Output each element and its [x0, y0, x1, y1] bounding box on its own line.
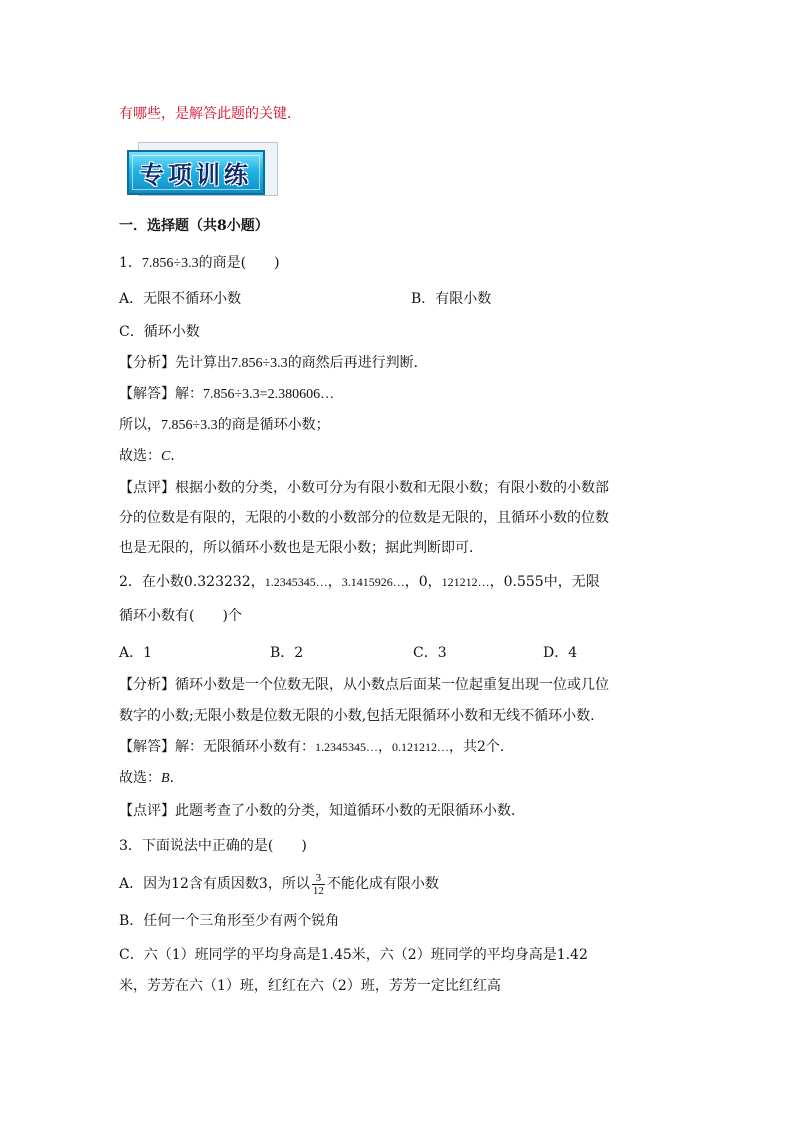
q2-stem-mid: ，0， [404, 574, 442, 590]
q1-option-c: C．循环小数 [119, 324, 200, 340]
q1-comment-line-3: 也是无限的，所以循环小数也是无限小数；据此判断即可． [119, 540, 483, 556]
section-badge [127, 150, 265, 195]
q1-analysis [119, 353, 428, 374]
q2-stem-sep: ， [327, 574, 342, 590]
q3-fraction-denominator: 12 [312, 884, 324, 897]
q2-answer-sep: ， [378, 739, 392, 755]
q2-answer-math-2: 0.121212… [392, 740, 449, 754]
q3-fraction-numerator: 3 [312, 872, 325, 885]
q1-answer-math: 7.856÷3.3=2.380606… [203, 387, 335, 402]
q2-answer-math-1: 1.2345345… [315, 740, 378, 754]
q2-analysis-text-1: 循环小数是一个位数无限，从小数点后面某一位起重复出现一位或几位 [175, 677, 609, 693]
q1-option-a: A．无限不循环小数 [119, 291, 242, 307]
intro-text: 有哪些，是解答此题的关键． [119, 106, 301, 122]
q1-choice [119, 446, 184, 467]
q3-option-b: B．任何一个三角形至少有两个锐角 [119, 913, 340, 929]
q1-analysis-label: 【分析】 [119, 355, 175, 371]
q2-choice-letter: B [161, 771, 170, 786]
q3-option-c-line-1: C．六（1）班同学的平均身高是1.45米，六（2）班同学的平均身高是1.42 [119, 947, 588, 963]
q2-answer [119, 737, 514, 757]
q1-options-row1 [119, 289, 241, 309]
q2-option-d: D．4 [543, 645, 578, 661]
q3-option-a-pre: A．因为12含有质因数3，所以 [119, 876, 310, 892]
q2-analysis-line-2: 数字的小数;无限小数是位数无限的小数,包括无限循环小数和无线不循环小数. [119, 708, 595, 724]
q3-option-a-fraction [312, 872, 325, 897]
q2-stem-pre: 2．在小数0.323232， [119, 574, 265, 590]
q1-comment-line-2: 分的位数是有限的，无限的小数的小数部分的位数是无限的，且循环小数的位数 [119, 510, 609, 526]
q1-so [119, 415, 330, 436]
q3-stem: 3．下面说法中正确的是( ) [119, 838, 307, 854]
q1-answer [119, 384, 334, 405]
q2-stem-math-1: 1.2345345… [264, 575, 328, 589]
q1-stem [119, 253, 280, 274]
q2-comment [119, 801, 525, 821]
q1-stem-text: 的商是( ) [198, 255, 280, 271]
q2-analysis-label: 【分析】 [119, 677, 175, 693]
q1-option-b: B．有限小数 [411, 291, 492, 307]
q2-comment-label: 【点评】 [119, 803, 175, 819]
q2-stem-post: ，0.555中，无限 [489, 574, 600, 590]
q3-option-c-line-2: 米，芳芳在六（1）班，红红在六（2）班，芳芳一定比红红高 [119, 978, 501, 994]
q1-so-math: 7.856÷3.3 [161, 418, 218, 433]
q2-choice-post: ． [169, 770, 184, 786]
q2-stem-math-2: 3.1415926… [341, 575, 405, 589]
q1-answer-label: 【解答】 [119, 386, 175, 402]
q1-analysis-pre: 先计算出 [175, 355, 231, 371]
q2-answer-label: 【解答】 [119, 739, 175, 755]
q2-choice-pre: 故选： [119, 770, 161, 786]
q2-option-c: C．3 [413, 645, 447, 661]
q2-option-b: B．2 [270, 645, 304, 661]
q2-stem-line-2: 循环小数有( )个 [119, 608, 242, 624]
q1-answer-pre: 解： [175, 386, 203, 402]
q2-answer-post: ，共2个． [449, 739, 514, 755]
q3-option-a [119, 870, 439, 898]
q2-choice [119, 768, 184, 789]
section-badge-label: 专项训练 [140, 161, 252, 189]
q1-number: 1． [119, 255, 142, 271]
q2-comment-text: 此题考查了小数的分类，知道循环小数的无限循环小数． [175, 803, 525, 819]
q1-analysis-math: 7.856÷3.3 [231, 356, 288, 371]
q3-option-a-post: 不能化成有限小数 [326, 876, 439, 892]
q1-comment-text-1: 根据小数的分类，小数可分为有限小数和无限小数；有限小数的小数部 [175, 480, 609, 496]
q2-stem-math-3: 121212… [441, 575, 490, 589]
q2-option-a: A．1 [119, 645, 153, 661]
q1-stem-math: 7.856÷3.3 [141, 256, 199, 271]
q1-choice-pre: 故选： [119, 448, 161, 464]
q1-so-post: 的商是循环小数； [217, 417, 330, 433]
section-heading: 一．选择题（共8小题） [119, 218, 269, 234]
q2-stem-line-1 [119, 572, 600, 592]
q1-analysis-post: 的商然后再进行判断． [287, 355, 428, 371]
q1-choice-letter: C [161, 449, 171, 464]
q1-comment-line-1 [119, 478, 609, 498]
q2-analysis-line-1 [119, 675, 609, 695]
q1-choice-post: ． [170, 448, 185, 464]
q2-answer-pre: 解：无限循环小数有： [175, 739, 315, 755]
q1-comment-label: 【点评】 [119, 480, 175, 496]
q1-so-pre: 所以， [119, 417, 161, 433]
